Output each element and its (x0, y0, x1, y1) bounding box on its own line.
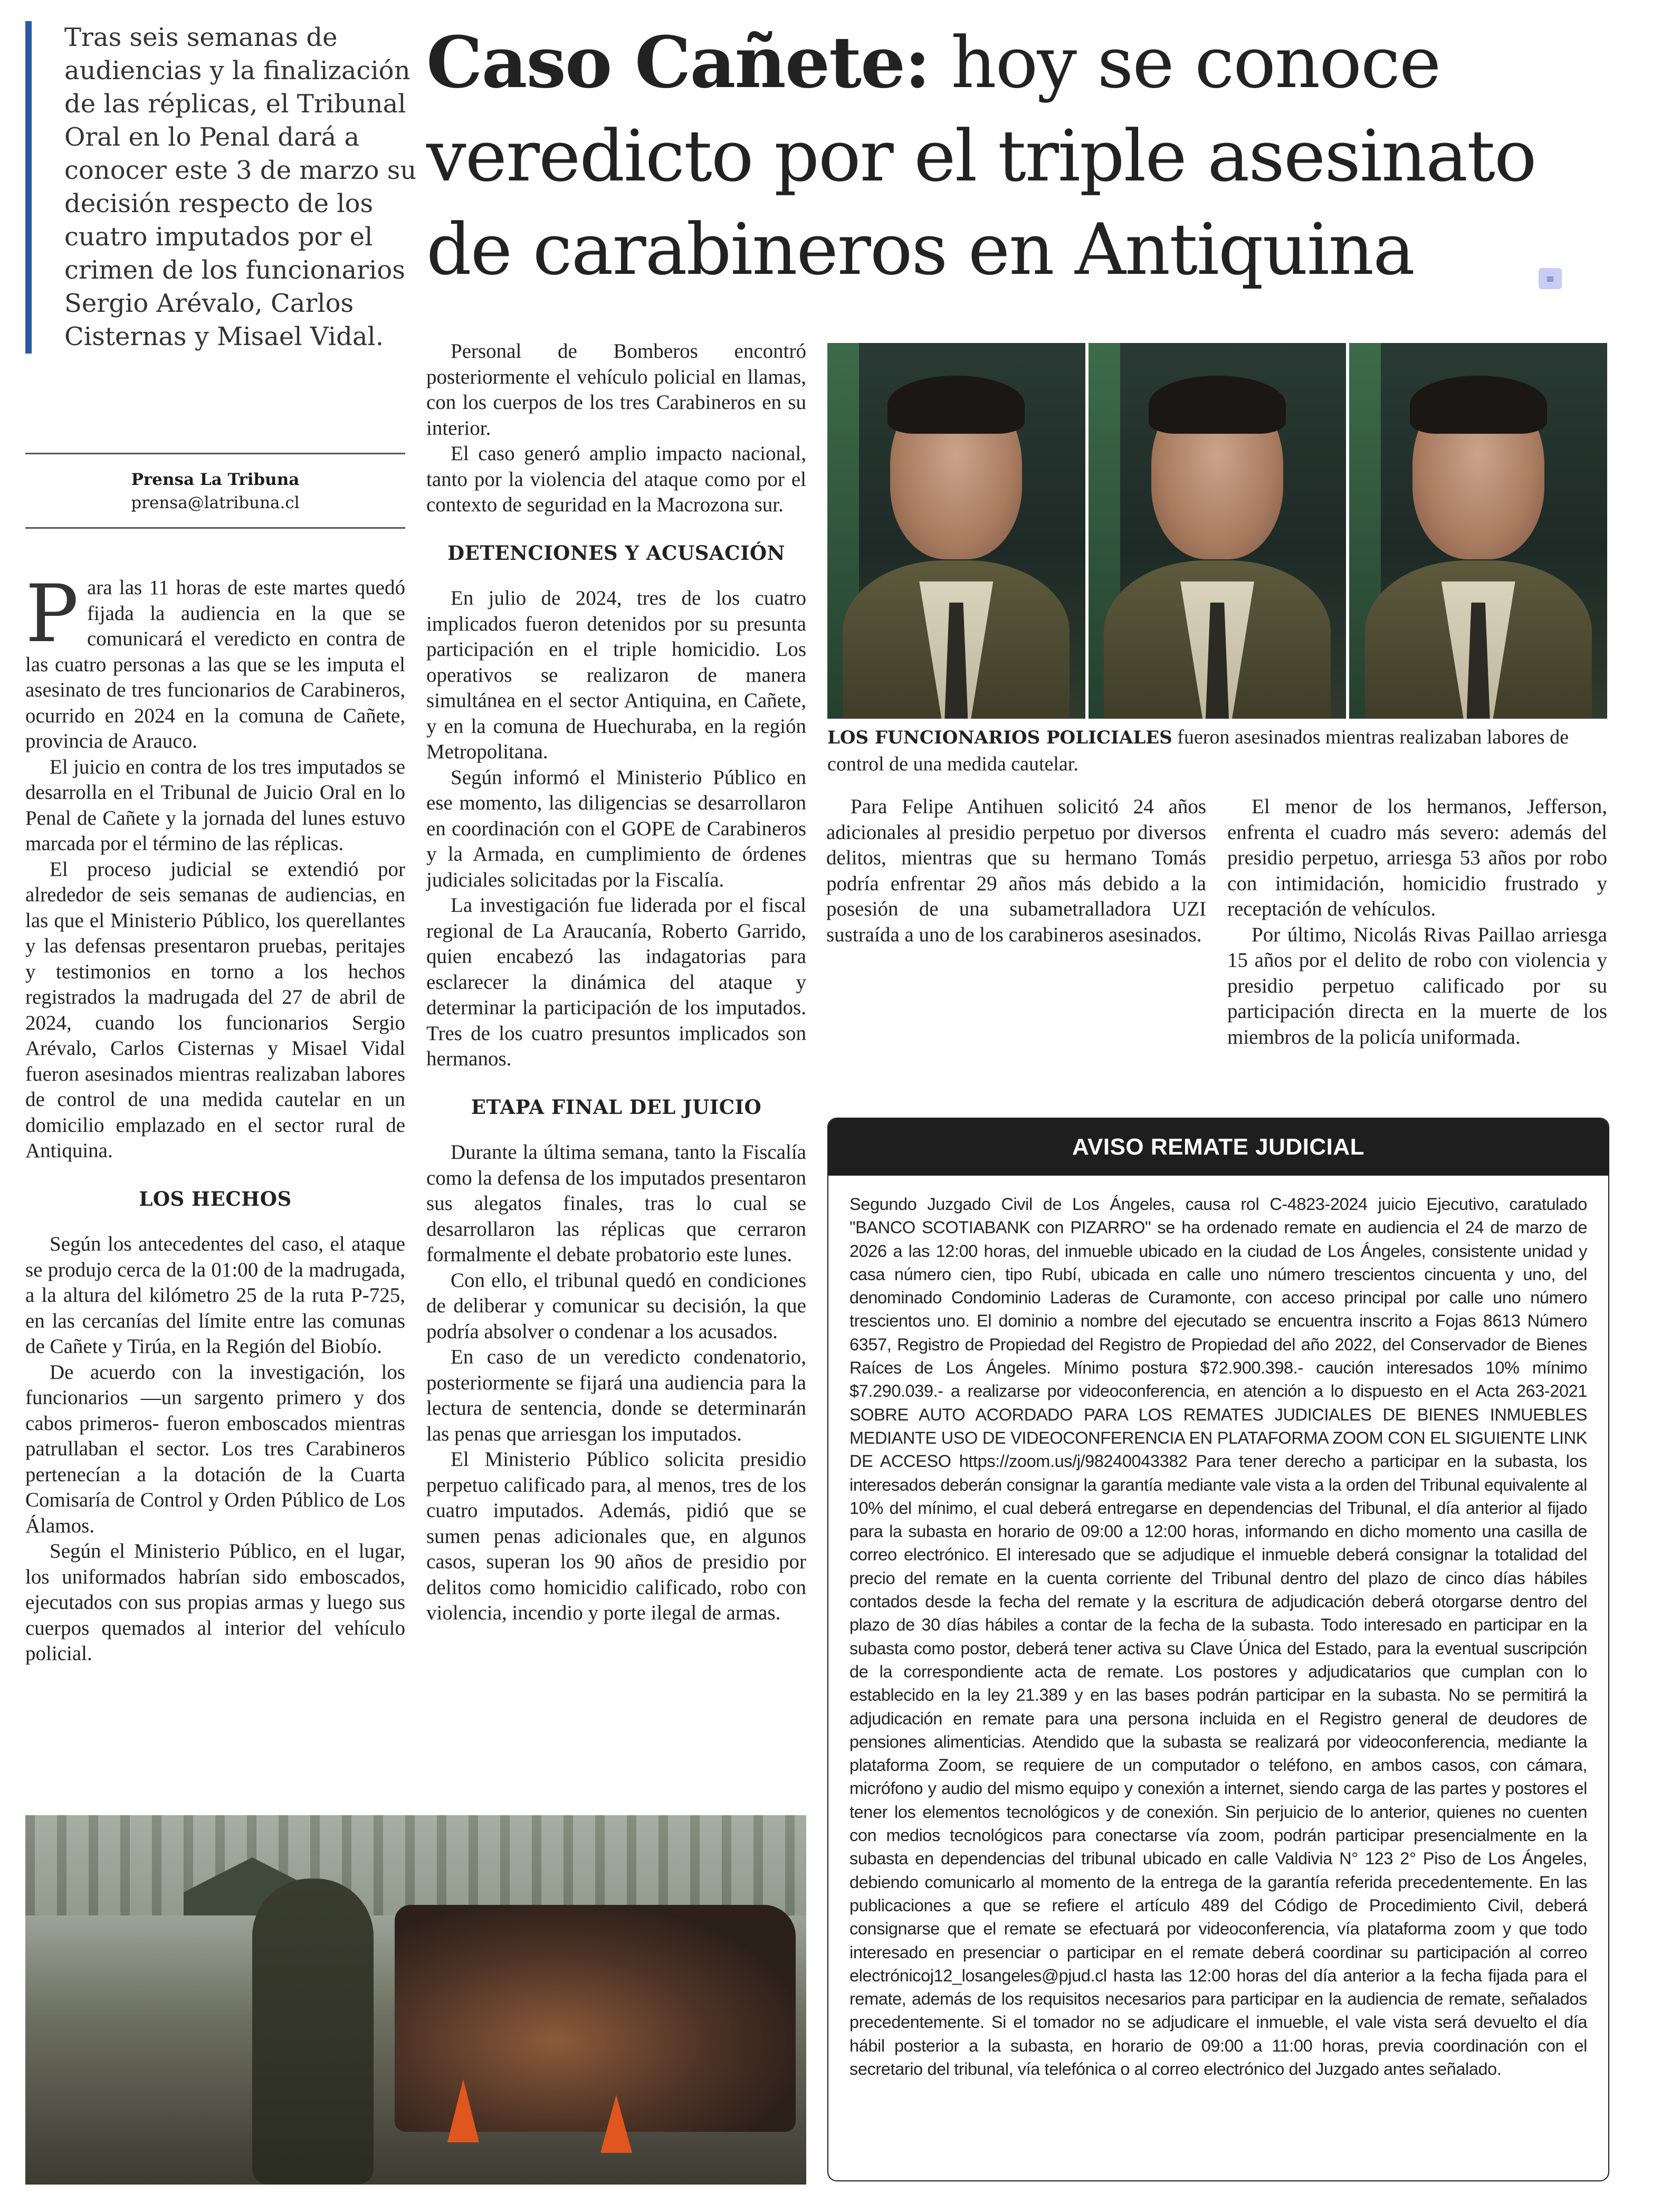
article-paragraph: El proceso judicial se extendió por alrededor de seis semanas de audiencias, en las que el Ministerio Público, los querellantes y las defensas presentaron pruebas, peritajes y testimonios en torno a los hechos registrados la madrugada del 27 de abril de 2024, cuando los funcionarios Sergio Arévalo, Carlos Cisternas y Misael Vidal fueron asesinados mientras realizaban labores de control de una medida cautelar en un domicilio emplazado en el sector rural de Antiquina. (25, 857, 405, 1162)
article-paragraph (25, 568, 405, 755)
note-icon[interactable]: ≡ (1539, 268, 1562, 289)
byline-email: prensa@latribuna.cl (131, 493, 300, 512)
article-paragraph: Con ello, el tribunal quedó en condiciones de deliberar y comunicar su decisión, la que podría absolver o condenar a los acusados. (426, 1269, 806, 1343)
headline-rest: hoy se conoce veredicto por el triple asesinato de carabineros en Antiquina (426, 22, 1536, 291)
headline (426, 16, 1640, 297)
article-paragraph: El menor de los hermanos, Jefferson, enfrenta el cuadro más severo: además del presidio perpetuo, arriesga 53 años por robo con intimidación, homicidio frustrado y receptación de vehículos. (1227, 795, 1607, 920)
article-paragraph: La investigación fue liderada por el fiscal regional de La Araucanía, Roberto Garrido, quien encabezó las indagatorias para esclarecer la dinámica del ataque y determinar la participación de los imputados. Tres de los cuatro presuntos implicados son hermanos. (426, 894, 806, 1070)
article-paragraph: Según el Ministerio Público, en el lugar, los uniformados habrían sido emboscados, ejecutados con sus propias armas y luego sus cuerpos quemados al interior del vehículo policial. (25, 1540, 405, 1665)
article-paragraph: El caso generó amplio impacto nacional, tanto por la violencia del ataque como por el contexto de seguridad en la Macrozona sur. (426, 442, 806, 516)
intro-text: ara las 11 horas de este martes quedó fijada la audiencia en la que se comunicará el veredicto en contra de las cuatro personas a las que se les imputa el asesinato de tres funcionarios de Carabineros, ocurrido en 2024 en la comuna de Cañete, provincia de Arauco. (25, 576, 405, 752)
article-paragraph: El Ministerio Público solicita presidio perpetuo calificado para, al menos, tres de los cuatro imputados. Además, pidió que se sumen penas adicionales que, en algunos casos, superan los 90 años de presidio por delitos como homicidio calificado, robo con violencia, incendio y porte ilegal de armas. (426, 1448, 806, 1624)
article-deck (25, 21, 444, 354)
article-paragraph: Para Felipe Antihuen solicitó 24 años adicionales al presidio perpetuo por diversos delitos, mientras que su hermano Tomás podría enfrentar 29 años más debido a la posesión de una subametralladora UZI sustraída a uno de los carabineros asesinados. (826, 795, 1206, 946)
notice-body: Segundo Juzgado Civil de Los Ángeles, causa rol C-4823-2024 juicio Ejecutivo, caratulado "BANCO SCOTIABANK con PIZARRO" se ha ordenado remate en audiencia el 24 de marzo de 2026 a las 12:00 horas, del inmueble ubicado en la ciudad de Los Ángeles, consistente unidad y casa número cien, tipo Rubí, ubicada en calle uno número trescientos cincuenta y uno, del denominado Condominio Laderas de Curamonte, con acceso principal por calle uno número trescientos uno. El dominio a nombre del ejecutado se encuentra inscrito a Fojas 8613 Número 6357, Registro de Propiedad del Registro de Propiedad del año 2022, del Conservador de Bienes Raíces de Los Ángeles. Mínimo postura $72.900.398.- caución interesados 10% mínimo $7.290.039.- a realizarse por videoconferencia, en atención a lo dispuesto en el Acta 263-2021 SOBRE AUTO ACORDADO PARA LOS REMATES JUDICIALES DE BIENES INMUEBLES MEDIANTE USO DE VIDEOCONFERENCIA EN PLATAFORMA ZOOM CON EL SIGUIENTE LINK DE ACCESO https://zoom.us/j/98240043382 Para tener derecho a participar en la subasta, los interesados deberán consignar la garantía mediante vale vista a la orden del Tribunal equivalente al 10% del mínimo, el cual deberá entregarse en dependencias del Tribunal, el día anterior al fijado para la subasta en horario de 09:00 a 12:00 horas, informando en dicho momento una casilla de correo electrónico. El interesado que se adjudique el inmueble deberá consignar la totalidad del precio del remate en la cuenta corriente del Tribunal dentro del plazo de cinco días hábiles contados desde la fecha del remate y la escritura de adjudicación deberá otorgarse dentro del plazo de 30 días hábiles a contar de la fecha de la subasta. Todo interesado en participar en la subasta como postor, deberá tener activa su Clave Única del Estado, para la eventual suscripción de la correspondiente acta de remate. Los postores y adjudicatarios que cumplan con lo establecido en la ley 21.389 y en las bases podrán participar en la subasta. No se permitirá la adjudicación en remate para una persona incluida en el Registro general de deudores de pensiones alimenticias. Atendido que la subasta se realizará por videoconferencia, mediante la plataforma Zoom, se requiere de un computador o teléfono, en ambos casos, con cámara, micrófono y audio del mismo equipo y conexión a internet, siendo carga de las partes y postores el tener los elementos tecnológicos y de conexión. Sin perjuicio de lo anterior, quienes no cuenten con medios tecnológicos para conectarse vía zoom, podrán participar presencialmente en la subasta en dependencias del tribunal ubicado en calle Valdivia N° 123 2° Piso de Los Ángeles, debiendo comunicarlo al momento de la entrega de la garantía referida precedentemente. En las publicaciones a que se refiere el artículo 489 del Código de Procedimiento Civil, deberá consignarse que el remate se efectuará por videoconferencia, vía plataforma zoom y que todo interesado en presenciar o participar en el remate deberá coordinar su participación al correo electrónicoj12_losangeles@pjud.cl hasta las 12:00 horas del día anterior a la fecha fijada para el remate, además de los requisitos necesarios para participar en la audiencia de remate, señalados precedentemente. Si el tomador no se adjudicare el inmueble, el vale vista será devuelto el día hábil posterior a la subasta, en horario de 09:00 a 11:00 horas, previa coordinación con el secretario del tribunal, vía telefónica o al correo electrónico del Juzgado antes señalado. (849, 1195, 1587, 2078)
article-paragraph: Según informó el Ministerio Público en ese momento, las diligencias se desarrollaron en coordinación con el GOPE de Carabineros y la Armada, en cumplimiento de órdenes judiciales solicitadas por la Fiscalía. (426, 766, 806, 891)
officer-portrait-1 (827, 343, 1085, 719)
byline (25, 453, 405, 529)
section-heading-etapa: ETAPA FINAL DEL JUICIO (471, 1095, 762, 1119)
article-column-4 (1227, 794, 1607, 1050)
article-paragraph: En julio de 2024, tres de los cuatro implicados fueron detenidos por su presunta participación en el triple homicidio. Los operativos se realizaron de manera simultánea en el sector Antiquina, en Cañete, y en la comuna de Huechuraba, en la región Metropolitana. (426, 587, 806, 763)
caption-bold: LOS FUNCIONARIOS POLICIALES (827, 727, 1172, 748)
article-paragraph: Según los antecedentes del caso, el ataque se produjo cerca de la 01:00 de la madrugada, a la altura del kilómetro 25 de la ruta P-725, en las cercanías del límite entre las comunas de Cañete y Tirúa, en la Región del Biobío. (25, 1233, 405, 1358)
section-heading-hechos: LOS HECHOS (139, 1187, 292, 1210)
article-column-3 (826, 794, 1206, 948)
officer-portrait-2 (1089, 343, 1347, 719)
article-paragraph: Personal de Bomberos encontró posteriormente el vehículo policial en llamas, con los cuerpos de los tres Carabineros en su interior. (426, 340, 806, 440)
headline-bold: Caso Cañete: (426, 21, 930, 104)
photo-caption (827, 724, 1607, 777)
drop-cap: P (25, 568, 79, 660)
caption-rest: fueron asesinados mientras realizaban labores de control de una medida cautelar. (827, 726, 1569, 775)
deck-text: Tras seis semanas de audiencias y la finalización de las réplicas, el Tribunal Oral en lo Penal dará a conocer este 3 de marzo su decisión respecto de los cuatro imputados por el crimen de los funcionarios Sergio Arévalo, Carlos Cisternas y Misael Vidal. (64, 23, 417, 351)
article-paragraph: Durante la última semana, tanto la Fiscalía como la defensa de los imputados presentaron sus alegatos finales, tras lo cual se desarrollaron las réplicas que cerraron formalmente el debate probatorio este lunes. (426, 1141, 806, 1266)
judicial-notice (827, 1118, 1609, 2181)
section-heading-detenciones: DETENCIONES Y ACUSACIÓN (447, 541, 785, 565)
article-column-1 (25, 568, 405, 1667)
officer-portrait-3 (1349, 343, 1607, 719)
article-paragraph: El juicio en contra de los tres imputados se desarrolla en el Tribunal de Juicio Oral en lo Penal de Cañete y la jornada del lunes estuvo marcada por el término de las réplicas. (25, 755, 405, 855)
article-paragraph: Por último, Nicolás Rivas Paillao arriesga 15 años por el delito de robo con violencia y presidio perpetuo calificado por su participación directa en la muerte de los miembros de la policía uniformada. (1227, 923, 1607, 1048)
article-paragraph: De acuerdo con la investigación, los funcionarios —un sargento primero y dos cabos primeros- fueron emboscados mientras patrullaban el sector. Los tres Carabineros pertenecían a la dotación de la Cuarta Comisaría de Control y Orden Público de Los Álamos. (25, 1360, 405, 1537)
article-column-2 (426, 339, 806, 1626)
byline-name: Prensa La Tribuna (131, 470, 300, 489)
article-paragraph: En caso de un veredicto condenatorio, posteriormente se fijará una audiencia para la lectura de sentencia, donde se determinarán las penas que arriesgan los imputados. (426, 1346, 806, 1445)
crime-scene-photo (25, 1815, 806, 2185)
notice-title: AVISO REMATE JUDICIAL (828, 1119, 1608, 1176)
officers-photo (827, 343, 1607, 719)
